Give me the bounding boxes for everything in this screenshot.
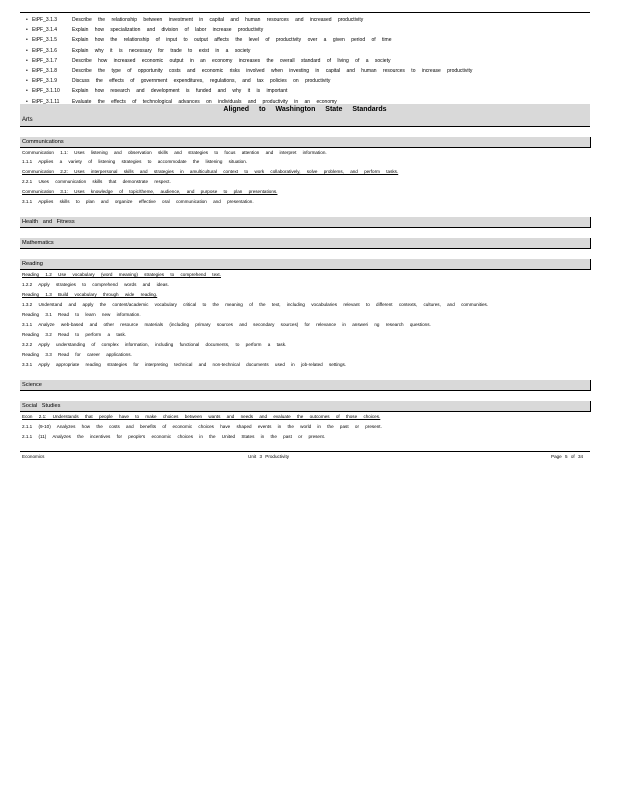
section-arts: Arts xyxy=(22,117,33,123)
list-item: • EtPF_3.1.5 Explain how the relationship of input to output affects the level of productivity over a given period of time xyxy=(26,37,392,44)
list-item: • EtPF_3.1.6 Explain why it is necessary for trade to exist in a society xyxy=(26,47,251,54)
social-studies-line: 2.1.1 (11) Analyzes the incentives for people's economic choices in the United States in the past or present. xyxy=(22,434,326,439)
list-item: • EtPF_3.1.8 Describe the type of opportunity costs and economic risks involved when investing in capital and human resources to increase productivity xyxy=(26,67,473,74)
standards-list xyxy=(26,15,586,107)
reading-line: 1.2.2 Apply strategies to comprehend words and ideas. xyxy=(22,282,169,287)
reading-line: Reading 1.3 Build vocabulary through wide reading. xyxy=(22,292,158,297)
footer-center: Unit 3 Productivity xyxy=(248,454,290,459)
top-rule xyxy=(20,12,590,13)
reading-line: 1.3.2 Understand and apply the content/academic vocabulary critical to the meaning of the text, including vocabularies relevant to different contexts, cultures, and communities. xyxy=(22,302,489,307)
aligned-title: Aligned to Washington State Standards xyxy=(223,106,387,113)
footer-left: Economics xyxy=(22,454,45,459)
list-item: • EtPF_3.1.4 Explain how specialization and division of labor increase productivity xyxy=(26,27,264,34)
list-item: • EtPF_3.1.11 Evaluate the effects of technological advances on individuals and productivity in an economy xyxy=(26,98,337,105)
social-studies-line: Econ 2.1: Understands that people have to make choices between wants and needs and evaluate the outcomes of those choices. xyxy=(22,414,381,419)
communications-line: Communication 3.1: Uses knowledge of topic/theme, audience, and purpose to plan presentations. xyxy=(22,189,278,194)
communications-line: 2.2.1 Uses communication skills that demonstrate respect. xyxy=(22,179,171,184)
reading-line: Reading 3.3 Read for career applications. xyxy=(22,352,132,357)
footer-page-number: Page 5 of 34 xyxy=(551,454,584,459)
section-science: Science xyxy=(20,380,591,391)
section-mathematics: Mathematics xyxy=(20,238,591,249)
communications-line: 3.1.1 Applies skills to plan and organize effective oral communication and presentation. xyxy=(22,199,254,204)
reading-line: Reading 3.2 Read to perform a task. xyxy=(22,332,127,337)
section-communications: Communications xyxy=(20,137,591,148)
reading-line: 3.3.1 Apply appropriate reading strategies for interpreting technical and non-technical documents used in job-related settings. xyxy=(22,362,347,367)
reading-line: 3.2.2 Apply understanding of complex information, including functional documents, to perform a task. xyxy=(22,342,287,347)
communications-line: Communication 1.1: Uses listening and observation skills and strategies to focus attention and interpret information. xyxy=(22,150,327,155)
communications-line: 1.1.1 Applies a variety of listening strategies to accommodate the listening situation. xyxy=(22,159,248,164)
reading-line: Reading 1.2 Use vocabulary (word meaning) strategies to comprehend text. xyxy=(22,272,221,277)
social-studies-line: 2.1.1 (9-10) Analyzes how the costs and benefits of economic choices have shaped events in the world in the past or present. xyxy=(22,424,382,429)
reading-line: 3.1.1 Analyze web-based and other resource materials (including primary sources and secondary sources) for relevance in answeri ng research questions. xyxy=(22,322,431,327)
section-reading: Reading xyxy=(20,259,591,270)
communications-line: Communication 2.2: Uses interpersonal skills and strategies in amulticultural context to work collaboratively, solve problems, and perform tasks. xyxy=(22,169,399,174)
section-social-studies: Social Studies xyxy=(20,401,591,412)
list-item: • EtPF_3.1.7 Describe how increased economic output in an economy increases the overall standard of living of a society xyxy=(26,57,391,64)
list-item: • EtPF_3.1.10 Explain how research and development is funded and why it is important xyxy=(26,88,288,95)
footer-rule xyxy=(20,451,590,452)
section-health: Health and Fitness xyxy=(20,217,591,228)
list-item: • EtPF_3.1.3 Describe the relationship between investment in capital and human resources and increased productivity xyxy=(26,17,364,23)
list-item: • EtPF_3.1.9 Discuss the effects of government expenditures, regulations, and tax policies on productivity xyxy=(26,78,331,85)
reading-line: Reading 3.1 Read to learn new information. xyxy=(22,312,141,317)
aligned-header xyxy=(20,104,590,127)
